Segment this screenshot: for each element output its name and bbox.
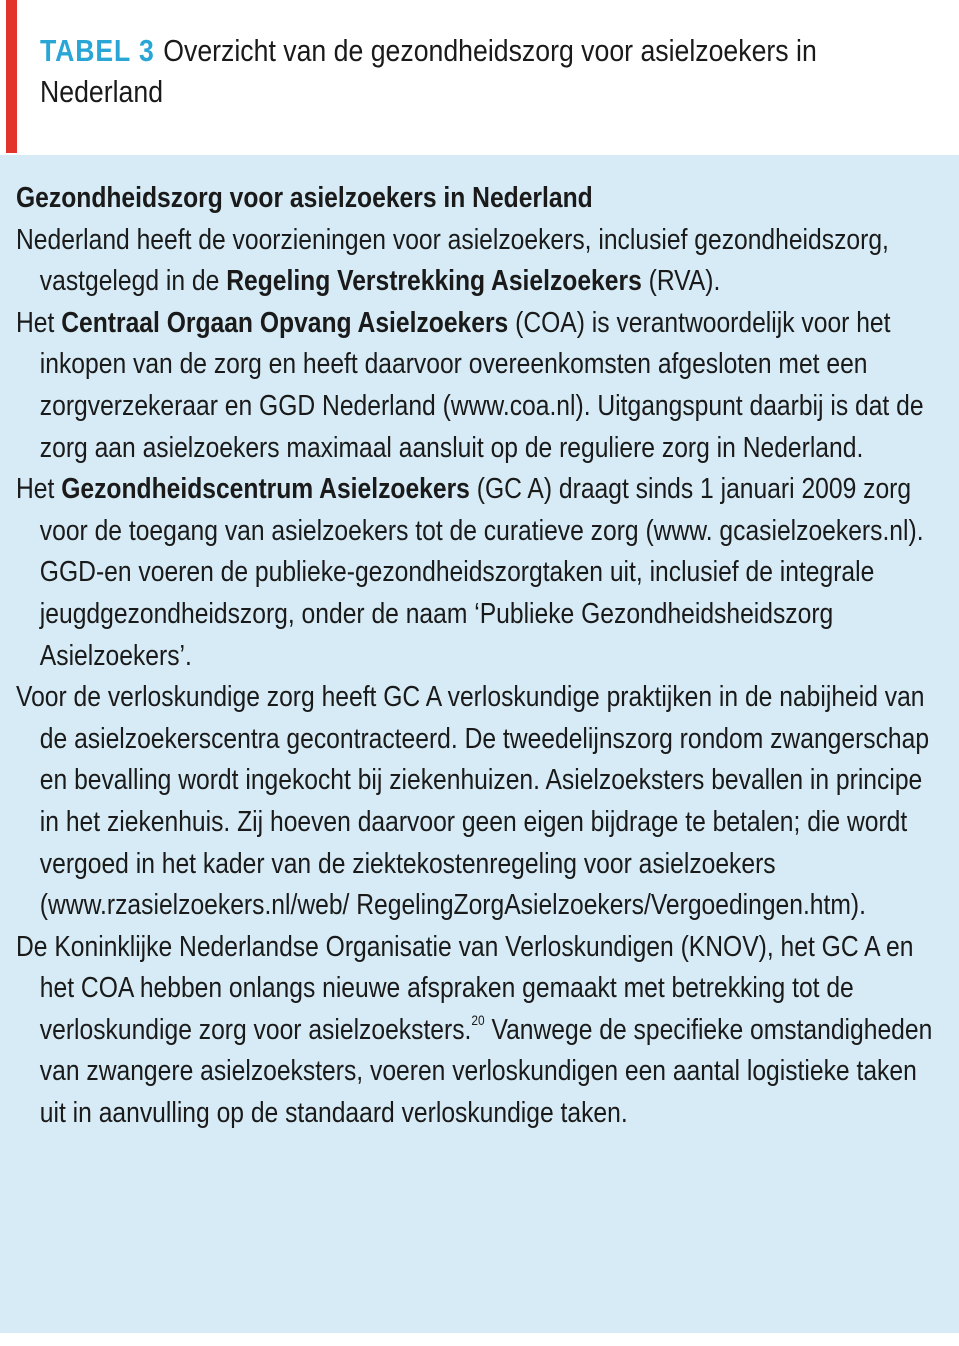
box-heading: Gezondheidszorg voor asielzoekers in Nederland bbox=[16, 182, 593, 214]
paragraph-bold-term: Regeling Verstrekking Asielzoekers bbox=[226, 265, 642, 298]
paragraph-text: Het bbox=[16, 306, 62, 339]
table-title-text: Overzicht van de gezondheidszorg voor asielzoekers in Nederland bbox=[40, 33, 817, 109]
paragraph-text: (RVA). bbox=[641, 265, 721, 298]
paragraph-bold-term: Centraal Orgaan Opvang Asielzoekers bbox=[61, 306, 509, 339]
paragraph-gca bbox=[16, 469, 938, 677]
paragraph-verloskundige-zorg: Voor de verloskundige zorg heeft GC A verloskundige praktijken in de nabijheid van de asielzoekerscentra gecontracteerd. De tweedelijnszorg rondom zwangerschap en bevalling wordt ingekocht bij ziekenhuizen. Asielzoeksters bevallen in principe in het ziekenhuis. Zij hoeven daarvoor geen eigen bijdrage te betalen; die wordt vergoed in het kader van de ziektekostenregeling voor asielzoekers (www.rzasielzoekers.nl/web/ RegelingZorgAsielzoekers/Vergoedingen.htm). bbox=[16, 681, 930, 922]
paragraph-text: De Koninklijke Nederlandse Organisatie van Verloskundigen (KNOV), het GC A en het COA hebben onlangs nieuwe afspraken gemaakt met betrekking tot de verloskundige zorg voor asielzoeksters. bbox=[16, 930, 914, 1046]
paragraph-text: Vanwege de specifieke omstandigheden van zwangere asielzoeksters, voeren verloskundigen een aantal logistieke taken uit in aanvulling op de standaard verloskundige taken. bbox=[39, 1013, 933, 1130]
info-box-content bbox=[16, 178, 938, 1135]
paragraph-rva bbox=[16, 220, 938, 303]
table-header bbox=[0, 0, 959, 155]
paragraph-text: (GC A) draagt sinds 1 januari 2009 zorg voor de toegang van asielzoekers tot de curatieve zorg (www. gcasielzoekers.nl). GGD-en voeren de publieke-gezondheidszorgtaken uit, inclusief de integrale jeugdgezondheidszorg, onder de naam ‘Publieke Gezondheidsheidszorg Asielzoekers’. bbox=[39, 473, 924, 672]
paragraph-coa bbox=[16, 303, 938, 469]
paragraph-text: (COA) is verantwoordelijk voor het inkopen van de zorg en heeft daarvoor overeenkomsten afgesloten met een zorgverzekeraar en GGD Nederland (www.coa.nl). Uitgangspunt daarbij is dat de zorg aan asielzoekers maximaal aansluit op de reguliere zorg in Nederland. bbox=[39, 306, 924, 464]
paragraph-text: Nederland heeft de voorzieningen voor asielzoekers, inclusief gezondheidszorg, vastgelegd in de bbox=[16, 223, 889, 298]
accent-bar bbox=[6, 0, 17, 153]
paragraph-text: Het bbox=[16, 473, 62, 506]
footnote-reference: 20 bbox=[471, 1011, 485, 1028]
paragraph-bold-term: Gezondheidscentrum Asielzoekers bbox=[61, 473, 470, 506]
table-title bbox=[40, 30, 934, 112]
paragraph-knov bbox=[16, 927, 938, 1135]
table-label: TABEL 3 bbox=[40, 33, 155, 68]
